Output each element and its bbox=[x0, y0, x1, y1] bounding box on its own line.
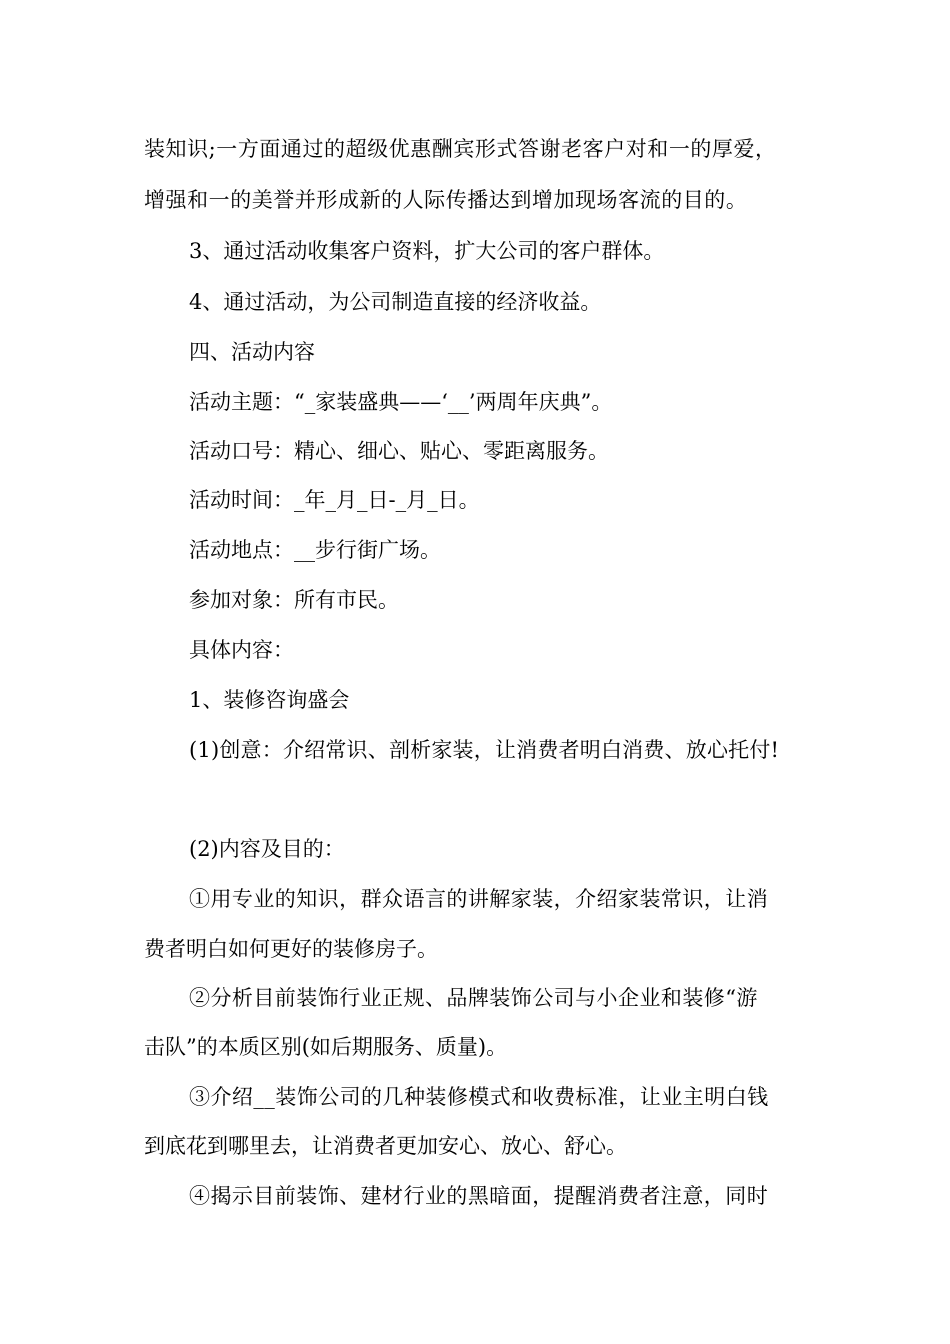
text-line: 装知识;一方面通过的超级优惠酬宾形式答谢老客户对和一的厚爱， bbox=[144, 137, 777, 161]
text-line: 4、通过活动，为公司制造直接的经济收益。 bbox=[189, 290, 602, 314]
text-line: 到底花到哪里去，让消费者更加安心、放心、舒心。 bbox=[144, 1134, 627, 1158]
text-line: 参加对象：所有市民。 bbox=[189, 588, 399, 612]
text-line: 3、通过活动收集客户资料，扩大公司的客户群体。 bbox=[189, 239, 665, 263]
text-line: 活动口号：精心、细心、贴心、零距离服务。 bbox=[189, 439, 609, 463]
text-line: 活动地点：__步行街广场。 bbox=[189, 538, 441, 562]
text-line: 具体内容： bbox=[189, 638, 294, 662]
text-line: (2)内容及目的： bbox=[189, 837, 345, 861]
text-line: 击队”的本质区别(如后期服务、质量)。 bbox=[144, 1035, 508, 1059]
text-line: ①用专业的知识，群众语言的讲解家装，介绍家装常识，让消 bbox=[189, 887, 769, 911]
text-line: (1)创意：介绍常识、剖析家装，让消费者明白消费、放心托付! bbox=[189, 738, 780, 762]
text-line: 活动时间：_年_月_日-_月_日。 bbox=[189, 488, 480, 512]
subsection-heading: 1、装修咨询盛会 bbox=[189, 688, 350, 712]
text-line: ④揭示目前装饰、建材行业的黑暗面，提醒消费者注意，同时 bbox=[189, 1184, 769, 1208]
text-line: 费者明白如何更好的装修房子。 bbox=[144, 937, 438, 961]
text-line: ②分析目前装饰行业正规、品牌装饰公司与小企业和装修“游 bbox=[189, 986, 758, 1010]
text-line: 活动主题：“_家装盛典——‘__’两周年庆典”。 bbox=[189, 390, 613, 414]
section-heading: 四、活动内容 bbox=[189, 340, 315, 364]
text-line: ③介绍__装饰公司的几种装修模式和收费标准，让业主明白钱 bbox=[189, 1085, 769, 1109]
text-line: 增强和一的美誉并形成新的人际传播达到增加现场客流的目的。 bbox=[144, 188, 748, 212]
